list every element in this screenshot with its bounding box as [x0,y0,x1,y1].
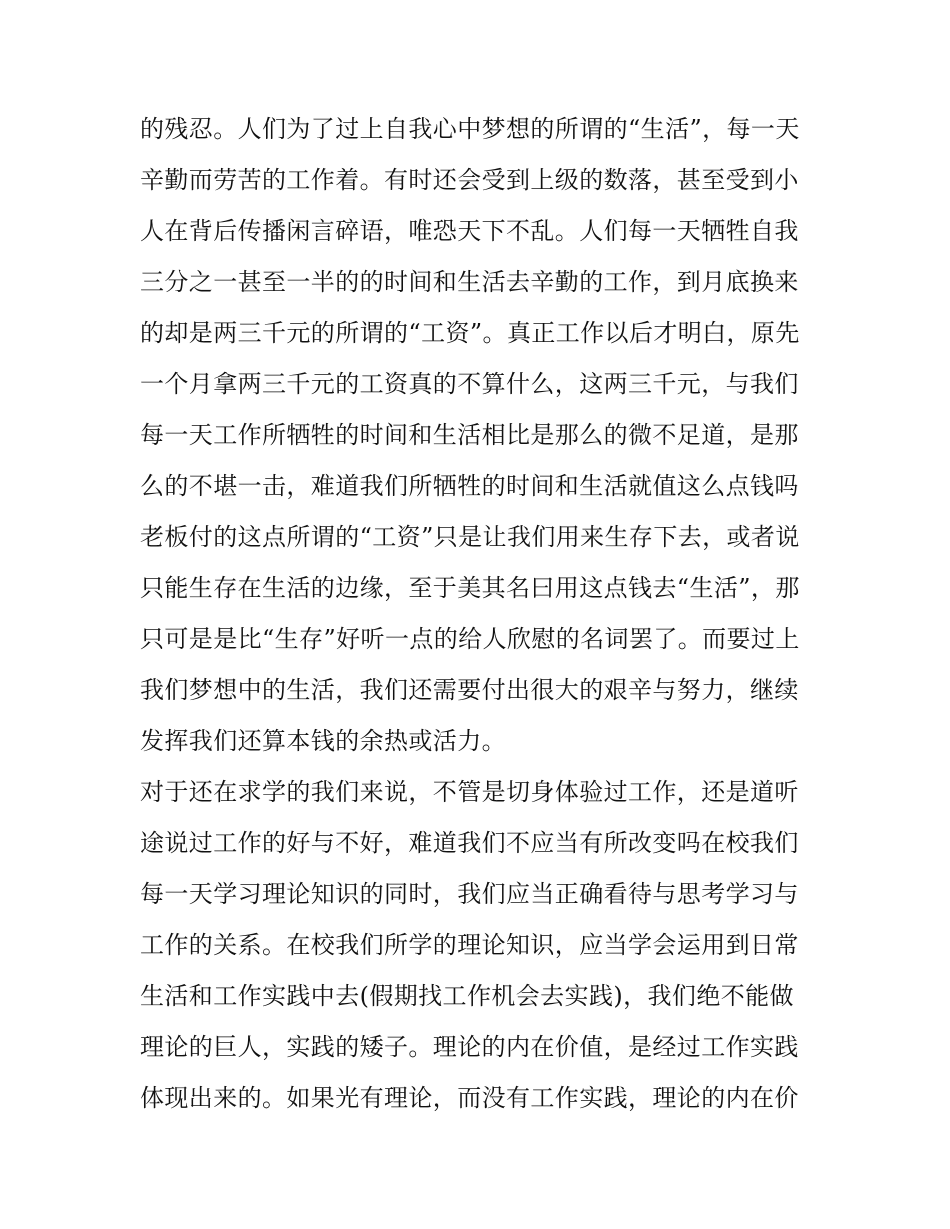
text-line: 的残忍。人们为了过上自我心中梦想的所谓的“生活”，每一天 [140,115,800,143]
text-line: 我们梦想中的生活，我们还需要付出很大的艰辛与努力，继续 [140,676,799,704]
text-line: 途说过工作的好与不好，难道我们不应当有所改变吗在校我们 [140,829,799,857]
text-line: 老板付的这点所谓的“工资”只是让我们用来生存下去，或者说 [140,523,800,551]
text-line: 只可是是比“生存”好听一点的给人欣慰的名词罢了。而要过上 [140,625,800,653]
text-line: 三分之一甚至一半的的时间和生活去辛勤的工作，到月底换来 [140,268,799,296]
text-line: 辛勤而劳苦的工作着。有时还会受到上级的数落，甚至受到小 [140,166,799,194]
text-line: 每一天学习理论知识的同时，我们应当正确看待与思考学习与 [140,880,799,908]
text-line: 生活和工作实践中去(假期找工作机会去实践)，我们绝不能做 [140,982,794,1010]
text-line: 工作的关系。在校我们所学的理论知识，应当学会运用到日常 [140,931,799,959]
text-line: 一个月拿两三千元的工资真的不算什么，这两三千元，与我们 [140,370,799,398]
body-text [140,104,820,1124]
text-line: 发挥我们还算本钱的余热或活力。 [140,727,506,755]
text-line: 每一天工作所牺牲的时间和生活相比是那么的微不足道，是那 [140,421,799,449]
text-line: 的却是两三千元的所谓的“工资”。真正工作以后才明白，原先 [140,319,800,347]
text-line: 体现出来的。如果光有理论，而没有工作实践，理论的内在价 [140,1084,799,1112]
text-line: 理论的巨人，实践的矮子。理论的内在价值，是经过工作实践 [140,1033,799,1061]
text-line: 对于还在求学的我们来说，不管是切身体验过工作，还是道听 [140,778,799,806]
text-line: 么的不堪一击，难道我们所牺牲的时间和生活就值这么点钱吗 [140,472,799,500]
text-line: 人在背后传播闲言碎语，唯恐天下不乱。人们每一天牺牲自我 [140,217,799,245]
text-line: 只能生存在生活的边缘，至于美其名曰用这点钱去“生活”，那 [140,574,800,602]
